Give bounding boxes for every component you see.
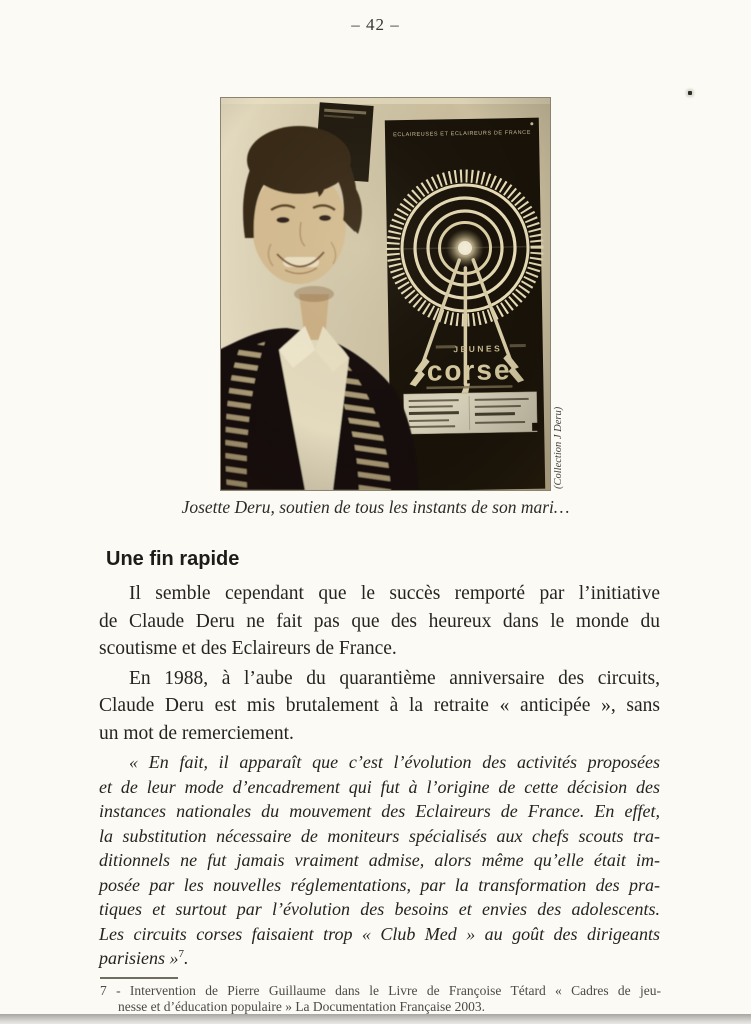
footnote-line: nesse et d’éducation populaire » La Documentation Française 2003. — [118, 998, 486, 1014]
quote-line: ditionnels ne fut jamais vraiment admise, alors même qu’elle était im- — [99, 850, 660, 870]
quote-line: instances nationales du mouvement des Eclaireurs de France. En effet, — [99, 801, 660, 821]
footnote-reference: 7 — [178, 948, 185, 960]
photo-caption: Josette Deru, soutien de tous les instants de son mari… — [181, 497, 570, 517]
text-line: de Claude Deru ne fait pas que des heureux dans le monde du — [99, 610, 660, 632]
scan-edge-band — [0, 1014, 751, 1024]
text-line: scoutisme et des Eclaireurs de France. — [99, 638, 397, 659]
quote-line: « En fait, il apparaît que c’est l’évolution des activités proposées — [129, 752, 660, 772]
text-line: Il semble cependant que le succès remporté par l’initiative — [129, 583, 660, 604]
quote-paragraph — [99, 750, 660, 971]
quote-last-line — [99, 946, 660, 971]
text-line: Claude Deru est mis brutalement à la retraite « anticipée », sans — [99, 695, 660, 716]
quote-line: posée par les nouvelles réglementations, par la transformation des pra- — [99, 874, 660, 895]
quote-terminator: . — [184, 948, 189, 968]
photo-figure — [220, 97, 551, 491]
scan-speck — [688, 91, 692, 95]
footnote — [100, 983, 661, 1014]
quote-line: tiques et surtout par l’évolution des besoins et envies des adolescents. — [99, 899, 660, 919]
quote-line: Les circuits corses faisaient trop « Club Med » au goût des dirigeants — [99, 923, 660, 944]
photo-josette-deru — [221, 98, 550, 490]
page-number: – 42 – — [351, 15, 400, 34]
text-line: En 1988, à l’aube du quarantième anniversaire des circuits, — [129, 667, 660, 689]
photo-vignette — [221, 98, 550, 490]
photo-credit: (Collection J Deru) — [553, 406, 564, 489]
footnote-separator — [100, 977, 178, 979]
quote-last-text: parisiens » — [99, 948, 179, 968]
section-heading: Une fin rapide — [106, 548, 240, 570]
article-body — [99, 580, 660, 973]
quote-line: et de leur mode d’encadrement qui fut à l’origine de cette décision des — [99, 776, 660, 797]
paragraph-2 — [99, 665, 660, 748]
footnote-line: 7 - Intervention de Pierre Guillaume dans le Livre de Françoise Tétard « Cadres de jeu- — [100, 983, 661, 998]
paragraph-1 — [99, 580, 660, 663]
quote-line: la substitution nécessaire de moniteurs spécialisés aux chefs scouts tra- — [99, 825, 660, 846]
text-line: un mot de remerciement. — [99, 722, 294, 744]
